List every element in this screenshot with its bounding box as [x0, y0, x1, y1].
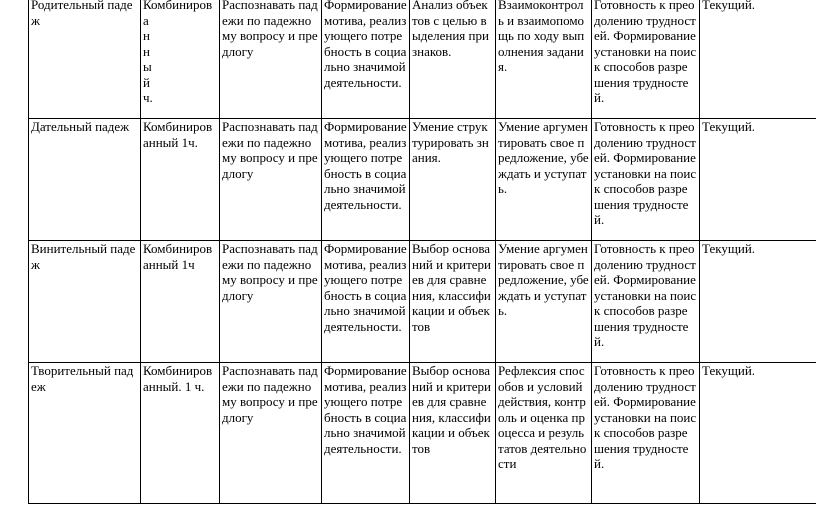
regulatory-result-cell: Готовность к преодолению трудностей. Формирование установки на поиск способов разрешения трудностей. — [592, 241, 700, 363]
cognitive-result-cell: Выбор оснований и критериев для сравнения, классификации и объектов — [410, 363, 496, 504]
personal-result-cell: Формирование мотива, реализующего потребность в социально значимой деятельности. — [322, 241, 410, 363]
personal-result-cell: Формирование мотива, реализующего потребность в социально значимой деятельности. — [322, 0, 410, 119]
cognitive-result-cell: Выбор оснований и критериев для сравнения, классификации и объектов — [410, 241, 496, 363]
lesson-type-cell: Комбиниров а н н ы й ч. — [141, 0, 220, 119]
table-row — [29, 241, 816, 363]
regulatory-result-cell: Готовность к преодолению трудностей. Формирование установки на поиск способов разрешения трудностей. — [592, 0, 700, 119]
case-name-cell: Дательный падеж — [29, 119, 141, 241]
subject-result-cell: Распознавать падежи по падежному вопросу и предлогу — [220, 119, 322, 241]
control-type-cell: Текущий. — [700, 0, 816, 119]
communicative-result-cell: Умение аргументировать свое предложение, убеждать и уступать. — [496, 119, 592, 241]
lesson-plan-table — [28, 0, 816, 504]
communicative-result-cell: Рефлексия способов и условий действия, контроль и оценка процесса и результатов деятельности — [496, 363, 592, 504]
case-name-cell: Творительный падеж — [29, 363, 141, 504]
control-type-cell: Текущий. — [700, 363, 816, 504]
personal-result-cell: Формирование мотива, реализующего потребность в социально значимой деятельности. — [322, 119, 410, 241]
subject-result-cell: Распознавать падежи по падежному вопросу и предлогу — [220, 241, 322, 363]
personal-result-cell: Формирование мотива, реализующего потребность в социально значимой деятельности. — [322, 363, 410, 504]
subject-result-cell: Распознавать падежи по падежному вопросу и предлогу — [220, 363, 322, 504]
cognitive-result-cell: Умение структурировать знания. — [410, 119, 496, 241]
table-row — [29, 0, 816, 119]
communicative-result-cell: Взаимоконтроль и взаимопомощь по ходу выполнения задания. — [496, 0, 592, 119]
lesson-type-cell: Комбинированный. 1 ч. — [141, 363, 220, 504]
subject-result-cell: Распознавать падежи по падежному вопросу и предлогу — [220, 0, 322, 119]
cognitive-result-cell: Анализ объектов с целью выделения признаков. — [410, 0, 496, 119]
lesson-type-cell: Комбинированный 1ч — [141, 241, 220, 363]
regulatory-result-cell: Готовность к преодолению трудностей. Формирование установки на поиск способов разрешения трудностей. — [592, 363, 700, 504]
control-type-cell: Текущий. — [700, 119, 816, 241]
case-name-cell: Родительный падеж — [29, 0, 141, 119]
communicative-result-cell: Умение аргументировать свое предложение, убеждать и уступать. — [496, 241, 592, 363]
lesson-type-cell: Комбинированный 1ч. — [141, 119, 220, 241]
control-type-cell: Текущий. — [700, 241, 816, 363]
table-row — [29, 363, 816, 504]
regulatory-result-cell: Готовность к преодолению трудностей. Формирование установки на поиск способов разрешения трудностей. — [592, 119, 700, 241]
case-name-cell: Винительный падеж — [29, 241, 141, 363]
table-row — [29, 119, 816, 241]
